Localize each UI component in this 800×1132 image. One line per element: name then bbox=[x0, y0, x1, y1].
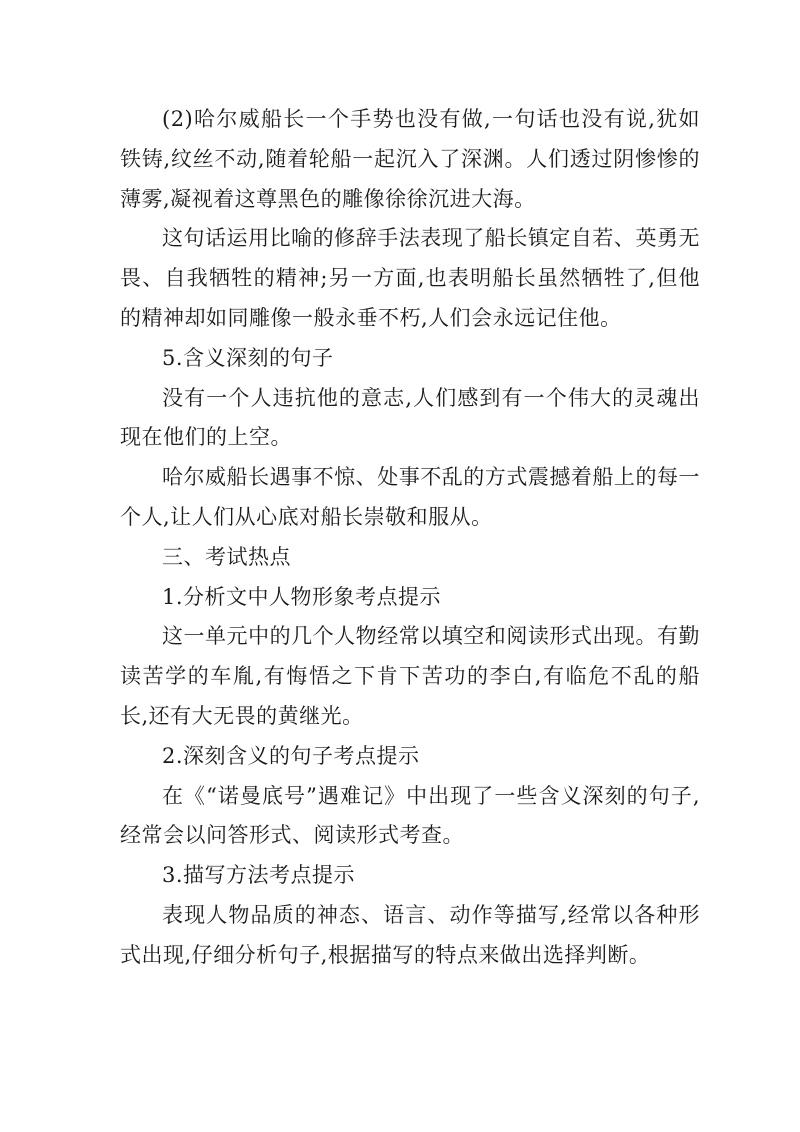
paragraph-captain-quote: (2)哈尔威船长一个手势也没有做,一句话也没有说,犹如铁铸,纹丝不动,随着轮船一起沉入了深渊。人们透过阴惨惨的薄雾,凝视着这尊黑色的雕像徐徐沉进大海。 bbox=[120, 107, 700, 211]
paragraph-character-analysis: 这一单元中的几个人物经常以填空和阅读形式出现。有勤读苦学的车胤,有悔悟之下肯下苦功的李白,有临危不乱的船长,还有大无畏的黄继光。 bbox=[120, 624, 700, 728]
paragraph-deep-sentences-tips: 在《“诺曼底号”遇难记》中出现了一些含义深刻的句子,经常会以问答形式、阅读形式考查。 bbox=[120, 783, 700, 848]
heading-character-analysis: 1.分析文中人物形象考点提示 bbox=[162, 584, 442, 609]
paragraph-description-methods: 表现人物品质的神态、语言、动作等描写,经常以各种形式出现,仔细分析句子,根据描写的特点来做出选择判断。 bbox=[120, 902, 700, 967]
paragraph-will-quote: 没有一个人违抗他的意志,人们感到有一个伟大的灵魂出现在他们的上空。 bbox=[120, 385, 700, 450]
heading-description-methods: 3.描写方法考点提示 bbox=[162, 863, 356, 888]
heading-deep-sentences-tips: 2.深刻含义的句子考点提示 bbox=[162, 743, 420, 768]
paragraph-metaphor-analysis: 这句话运用比喻的修辞手法表现了船长镇定自若、英勇无畏、自我牺牲的精神;另一方面,也表明船长虽然牺牲了,但他的精神却如同雕像一般永垂不朽,人们会永远记住他。 bbox=[120, 226, 700, 330]
paragraph-will-analysis: 哈尔威船长遇事不惊、处事不乱的方式震撼着船上的每一个人,让人们从心底对船长崇敬和服从。 bbox=[120, 465, 700, 529]
heading-deep-meaning-sentences: 5.含义深刻的句子 bbox=[162, 345, 334, 370]
heading-exam-hotspots: 三、考试热点 bbox=[162, 544, 291, 569]
document-body bbox=[120, 100, 700, 976]
